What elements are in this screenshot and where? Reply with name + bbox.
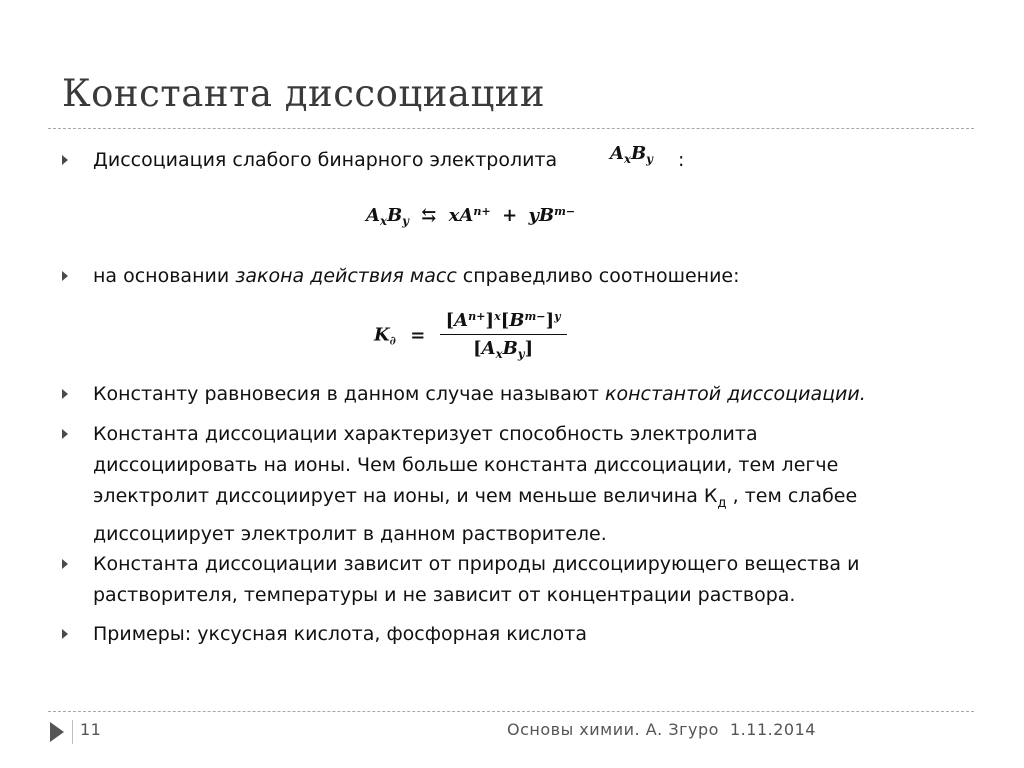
title-divider bbox=[48, 128, 974, 129]
formula-symbol: A bbox=[454, 310, 469, 332]
equilibrium-arrow-icon: ⇆ bbox=[421, 205, 437, 227]
formula-symbol: B bbox=[509, 310, 525, 332]
footer-separator bbox=[72, 720, 73, 744]
bracket: ] bbox=[545, 310, 555, 332]
bullet-marker bbox=[62, 429, 68, 439]
bracket: [ bbox=[445, 310, 455, 332]
bullet-text: электролит диссоциирует на ионы, и чем меньше величина К bbox=[93, 485, 718, 507]
fraction-denominator bbox=[440, 335, 567, 361]
formula-inline-axby bbox=[610, 143, 653, 166]
bullet-text-equilibrium-constant bbox=[93, 379, 866, 410]
formula-dissociation-constant bbox=[374, 310, 567, 361]
bullet-marker bbox=[62, 155, 68, 165]
formula-symbol: K bbox=[374, 324, 390, 346]
slide-number: 11 bbox=[80, 720, 102, 739]
bullet-subscript: д bbox=[717, 495, 727, 511]
bullet-text-mass-action bbox=[93, 261, 740, 292]
bracket: ] bbox=[524, 338, 534, 360]
bracket: ] bbox=[485, 310, 495, 332]
formula-charge: n+ bbox=[473, 205, 491, 218]
footer-divider bbox=[48, 711, 974, 712]
formula-subscript: y bbox=[646, 152, 653, 167]
formula-symbol: A bbox=[610, 143, 624, 164]
bullet-marker bbox=[62, 271, 68, 281]
bracket: [ bbox=[500, 310, 510, 332]
formula-subscript: x bbox=[379, 214, 387, 229]
bullet-line: диссоциирует электролит в данном растворителе. bbox=[93, 522, 607, 545]
bullet-colon: : bbox=[678, 149, 685, 171]
formula-charge: m− bbox=[524, 310, 546, 323]
bullet-text-emphasis: закона действия масс bbox=[235, 265, 457, 287]
bullet-line: Константа диссоциации характеризует способность электролита bbox=[93, 423, 758, 445]
formula-dissociation-equation bbox=[366, 205, 575, 228]
bullet-text-characterization bbox=[93, 419, 857, 550]
formula-symbol: B bbox=[538, 205, 555, 227]
formula-charge: m− bbox=[554, 205, 576, 218]
formula-symbol: B bbox=[502, 338, 518, 360]
formula-symbol: A bbox=[459, 205, 474, 227]
fraction-numerator bbox=[440, 310, 567, 335]
bullet-marker bbox=[62, 389, 68, 399]
bracket: [ bbox=[473, 338, 482, 360]
bullet-text-dissociation bbox=[93, 145, 557, 176]
bullet-text: Примеры: уксусная кислота, фосфорная кислота bbox=[93, 623, 587, 645]
formula-symbol: B bbox=[630, 143, 647, 164]
bullet-text: , тем слабее bbox=[726, 485, 858, 507]
formula-symbol: A bbox=[366, 205, 380, 227]
formula-subscript: y bbox=[402, 214, 409, 229]
footer-course: Основы химии. А. Згуро bbox=[507, 720, 719, 739]
bullet-line: диссоциировать на ионы. Чем больше константа диссоциации, тем легче bbox=[93, 454, 839, 476]
bullet-text-emphasis: константой диссоциации. bbox=[604, 383, 866, 405]
formula-coefficient: y bbox=[528, 205, 539, 227]
slide-title: Константа диссоциации bbox=[62, 72, 546, 115]
bullet-text: Константу равновесия в данном случае называют bbox=[93, 383, 605, 405]
play-arrow-icon bbox=[50, 722, 64, 742]
bullet-text: на основании bbox=[93, 265, 236, 287]
formula-subscript: x bbox=[623, 152, 631, 167]
formula-fraction bbox=[440, 310, 567, 361]
bullet-line: растворителя, температуры и не зависит от концентрации раствора. bbox=[93, 584, 796, 606]
formula-subscript: y bbox=[517, 347, 525, 362]
footer-date: 1.11.2014 bbox=[730, 720, 816, 739]
bullet-text: справедливо соотношение: bbox=[456, 265, 740, 287]
formula-symbol: A bbox=[481, 338, 496, 360]
formula-subscript: ∂ bbox=[389, 333, 396, 348]
formula-subscript: x bbox=[495, 347, 503, 362]
bullet-line bbox=[93, 481, 857, 519]
bullet-marker bbox=[62, 559, 68, 569]
bullet-line: Константа диссоциации зависит от природы диссоциирующего вещества и bbox=[93, 553, 860, 575]
formula-operator: + bbox=[502, 205, 518, 227]
formula-charge: n+ bbox=[468, 310, 486, 323]
formula-symbol: B bbox=[386, 205, 403, 227]
formula-exponent: x bbox=[494, 310, 501, 323]
formula-operator: = bbox=[410, 324, 426, 346]
bullet-text-examples bbox=[93, 619, 587, 650]
bullet-marker bbox=[62, 629, 68, 639]
formula-coefficient: x bbox=[448, 205, 460, 227]
bullet-text: Диссоциация слабого бинарного электролита bbox=[93, 149, 558, 171]
formula-exponent: y bbox=[554, 310, 561, 323]
bullet-text-dependence bbox=[93, 549, 859, 611]
